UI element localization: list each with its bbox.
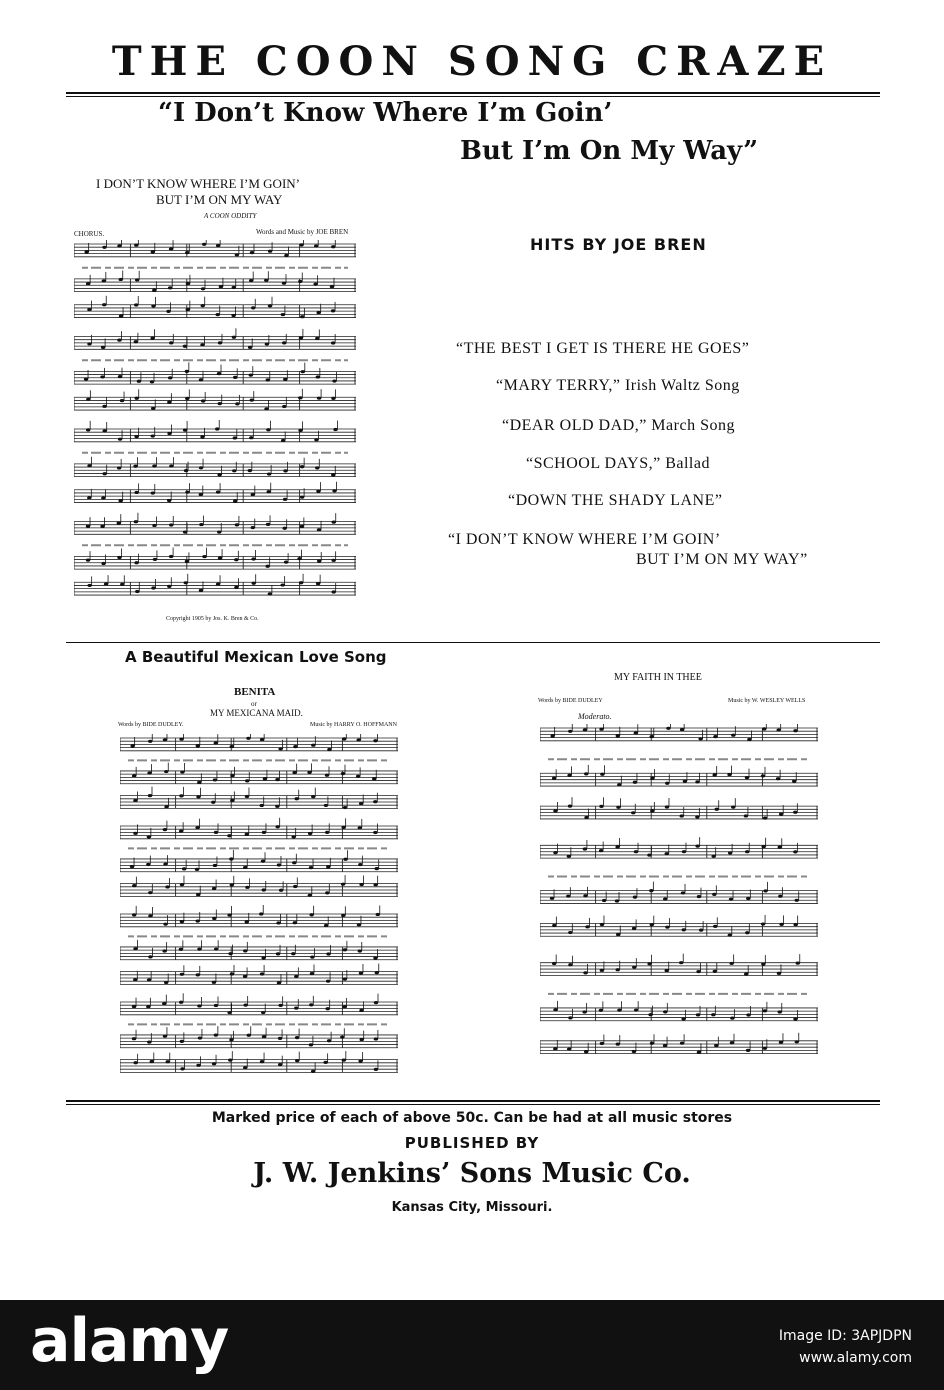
hit-item-1: “THE BEST I GET IS THERE HE GOES” [456,340,750,357]
sheet3-title: MY FAITH IN THEE [614,672,702,683]
price-note: Marked price of each of above 50c. Can be had at all music stores [211,1110,733,1126]
hit-item-5: “DOWN THE SHADY LANE” [508,492,723,509]
sheet3-tempo: Moderato. [578,712,612,721]
sheet2-music: Music by HARRY O. HOFFMANN [310,722,397,728]
sheet1-copyright: Copyright 1905 by Jos. K. Bren & Co. [166,616,259,622]
song-title-line2: But I’m On My Way” [460,136,759,166]
sheet1-subtitle: A COON ODDITY [204,212,257,220]
page-title: THE COON SONG CRAZE [111,38,833,85]
staff-lines [74,240,356,610]
bottom-rule [66,1100,880,1102]
hits-heading: HITS BY JOE BREN [530,235,707,254]
staff-lines [540,724,818,1076]
sheet3-words: Words by BIDE DUDLEY [538,698,603,704]
sheet2-words: Words by BIDE DUDLEY. [118,722,184,728]
alamy-logo: alamy [30,1306,229,1376]
sheet1-title-line1: I DON’T KNOW WHERE I’M GOIN’ [96,176,300,191]
sheet1-chorus-label: CHORUS. [74,230,105,238]
sheet-music-2 [114,676,404,1096]
sheet3-staves [540,724,818,1076]
hit-item-4: “SCHOOL DAYS,” Ballad [526,455,710,472]
sheet2-staves [120,734,398,1086]
sheet-music-3 [534,668,824,1090]
sheet-music-1 [66,176,366,628]
middle-rule [66,642,880,643]
bottom-rule-thin [66,1104,880,1105]
sheet1-credit: Words and Music by JOE BREN [256,228,349,236]
hit-item-3: “DEAR OLD DAD,” March Song [502,417,735,434]
top-rule [66,92,880,94]
sheet2-or: or [251,700,257,708]
alamy-url: www.alamy.com [799,1350,912,1366]
song-title-line1: “I Don’t Know Where I’m Goin’ [158,98,613,128]
hit-item-6b: BUT I’M ON MY WAY” [636,551,808,568]
hit-item-6a: “I DON’T KNOW WHERE I’M GOIN’ [448,531,721,548]
sheet2-subtitle: MY MEXICANA MAID. [210,708,303,718]
published-by: PUBLISHED BY [404,1134,540,1152]
publisher-name: J. W. Jenkins’ Sons Music Co. [253,1158,691,1189]
image-id: Image ID: 3APJDPN [778,1328,912,1344]
sheet1-staves [74,240,356,610]
top-rule-thin [66,96,880,97]
sheet1-title-line2: BUT I’M ON MY WAY [156,192,283,207]
section-title-mexican: A Beautiful Mexican Love Song [125,648,387,666]
hit-item-2: “MARY TERRY,” Irish Waltz Song [496,377,740,394]
publisher-location: Kansas City, Missouri. [391,1200,553,1215]
sheet3-music: Music by W. WESLEY WELLS [728,698,806,704]
watermark-banner [0,1300,944,1390]
staff-lines [120,734,398,1086]
sheet2-title: BENITA [234,686,276,698]
